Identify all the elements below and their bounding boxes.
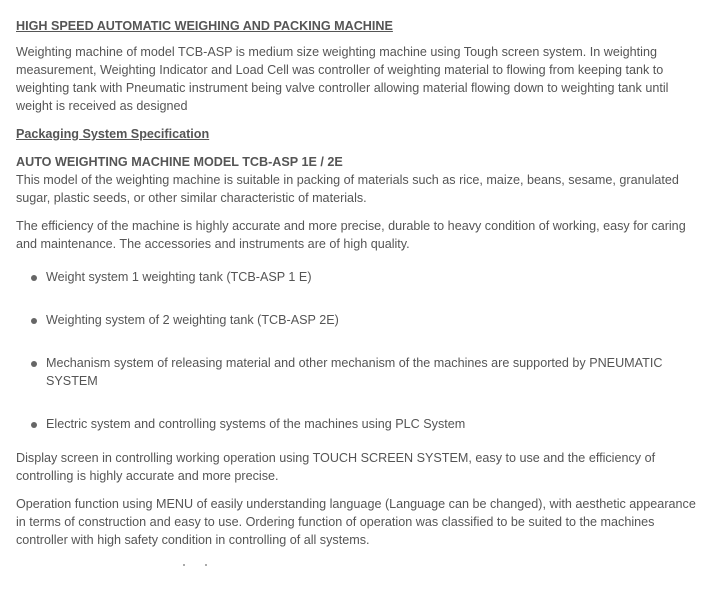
render-artifact — [183, 564, 213, 568]
operation-description: Operation function using MENU of easily understanding language (Language can be changed), with aesthetic appearance in terms of construction and easy to use. Ordering function of operation was classified to be suited to the machines controller with high safety condition in controlling of all systems. — [16, 497, 696, 547]
list-item — [46, 311, 700, 329]
intro-paragraph: Weighting machine of model TCB-ASP is medium size weighting machine using Tough screen system. In weighting measurement, Weighting Indicator and Load Cell was controller of weighting material to flowing from keeping tank to weighting tank with Pneumatic instrument being valve controller allowing material flowing down to weighting tank until weight is received as designed — [16, 45, 669, 113]
page-title: HIGH SPEED AUTOMATIC WEIGHING AND PACKING MACHINE — [16, 19, 393, 33]
list-item-text: Weighting system of 2 weighting tank (TCB-ASP 2E) — [46, 313, 339, 327]
bullet-icon — [31, 361, 37, 367]
display-description: Display screen in controlling working operation using TOUCH SCREEN SYSTEM, easy to use and the efficiency of controlling is highly accurate and more precise. — [16, 451, 656, 483]
list-item-text: Weight system 1 weighting tank (TCB-ASP 1 E) — [46, 270, 312, 284]
model-title: AUTO WEIGHTING MACHINE MODEL TCB-ASP 1E / 2E — [16, 155, 343, 169]
list-item — [46, 415, 700, 433]
section-title: Packaging System Specification — [16, 127, 210, 141]
list-item-text: Electric system and controlling systems of the machines using PLC System — [46, 417, 466, 431]
feature-list — [16, 268, 700, 433]
model-description: This model of the weighting machine is suitable in packing of materials such as rice, maize, beans, sesame, granulated sugar, plastic seeds, or other similar characteristic of materials. — [16, 173, 679, 205]
list-item-text: Mechanism system of releasing material and other mechanism of the machines are supported by PNEUMATIC SYSTEM — [46, 356, 663, 388]
bullet-icon — [31, 422, 37, 428]
bullet-icon — [31, 318, 37, 324]
list-item — [46, 354, 700, 390]
efficiency-description: The efficiency of the machine is highly accurate and more precise, durable to heavy condition of working, easy for caring and maintenance. The accessories and instruments are of high quality. — [16, 219, 686, 251]
list-item — [46, 268, 700, 286]
bullet-icon — [31, 275, 37, 281]
